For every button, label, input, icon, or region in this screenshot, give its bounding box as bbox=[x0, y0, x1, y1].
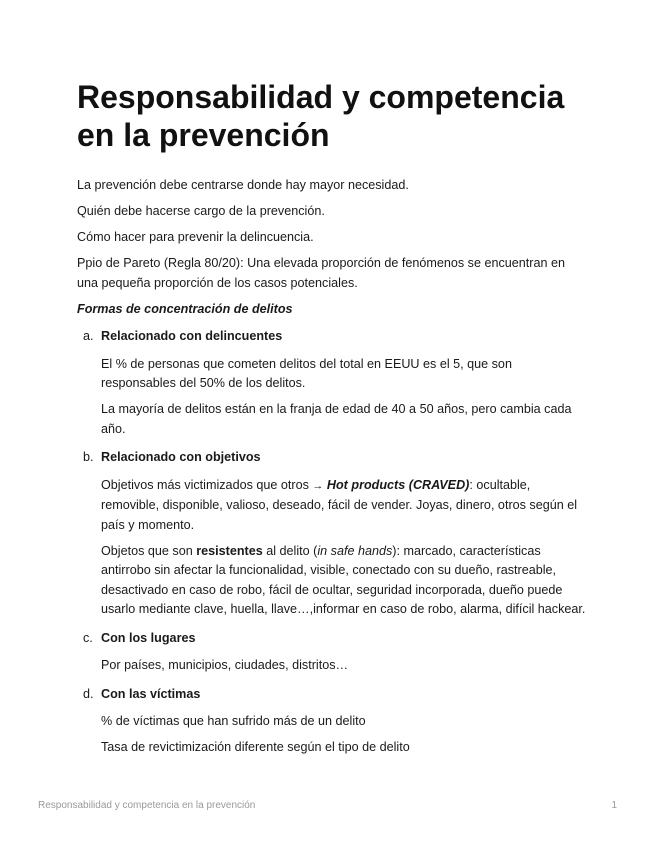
list-marker: d. bbox=[83, 686, 94, 701]
list-item-title: Con los lugares bbox=[101, 630, 196, 645]
section-heading: Formas de concentración de delitos bbox=[77, 301, 293, 316]
text-run: Objetivos más victimizados que otros bbox=[101, 477, 313, 492]
paragraph-who: Quién debe hacerse cargo de la prevención. bbox=[77, 204, 325, 218]
hot-products-term: Hot products (CRAVED) bbox=[326, 477, 470, 492]
text-run: : ocultable, removible, disponible, valioso, deseado, fácil de vender. Joyas, dinero, otros según el país y momento. bbox=[101, 477, 578, 532]
page-number: 1 bbox=[611, 800, 617, 811]
list-item-text: La mayoría de delitos están en la franja de edad de 40 a 50 años, pero cambia cada año. bbox=[101, 402, 572, 436]
list-item-text: El % de personas que cometen delitos del total en EEUU es el 5, que son responsables del 50% de los delitos. bbox=[101, 356, 512, 390]
safe-hands-term: in safe hands bbox=[317, 543, 393, 558]
list-item-title: Relacionado con delincuentes bbox=[101, 329, 283, 343]
list-marker: b. bbox=[83, 450, 94, 464]
list-item-text: Por países, municipios, ciudades, distritos… bbox=[101, 658, 349, 672]
text-run: al delito ( bbox=[262, 543, 318, 558]
list-item-text: % de víctimas que han sufrido más de un delito bbox=[101, 714, 366, 728]
paragraph-pareto: Ppio de Pareto (Regla 80/20): Una elevada proporción de fenómenos se encuentran en una pequeña proporción de los casos potenciales. bbox=[77, 256, 565, 290]
text-run: ): marcado, características antirrobo sin afectar la funcionalidad, visible, conectado con su dueño, rastreable, desactivado en caso de robo, fácil de ocultar, seguridad incorporada, dueño puede usarlo mediante clave, huella, llave…,informar en caso de robo, alarma, difícil hackear. bbox=[101, 543, 586, 616]
list-item-text bbox=[101, 542, 587, 620]
document-body bbox=[77, 176, 587, 767]
list-item-places bbox=[77, 629, 587, 676]
page-title: Responsabilidad y competencia en la prevención bbox=[77, 79, 565, 153]
list-item-text: Tasa de revictimización diferente según el tipo de delito bbox=[101, 740, 410, 754]
list-item-offenders bbox=[77, 327, 587, 439]
list-item-victims bbox=[77, 685, 587, 758]
text-run: Objetos que son bbox=[101, 543, 197, 558]
arrow-right-icon: → bbox=[312, 479, 324, 492]
paragraph-how: Cómo hacer para prevenir la delincuencia. bbox=[77, 230, 314, 244]
list-marker: c. bbox=[83, 630, 93, 645]
resistant-term: resistentes bbox=[196, 543, 263, 558]
paragraph-need: La prevención debe centrarse donde hay mayor necesidad. bbox=[77, 178, 409, 192]
list-item-targets bbox=[77, 448, 587, 620]
footer-title: Responsabilidad y competencia en la prevención bbox=[38, 800, 256, 811]
list-item-text bbox=[101, 476, 587, 536]
list-item-title: Relacionado con objetivos bbox=[101, 450, 261, 464]
list-item-title: Con las víctimas bbox=[101, 686, 201, 701]
list-marker: a. bbox=[83, 329, 94, 343]
